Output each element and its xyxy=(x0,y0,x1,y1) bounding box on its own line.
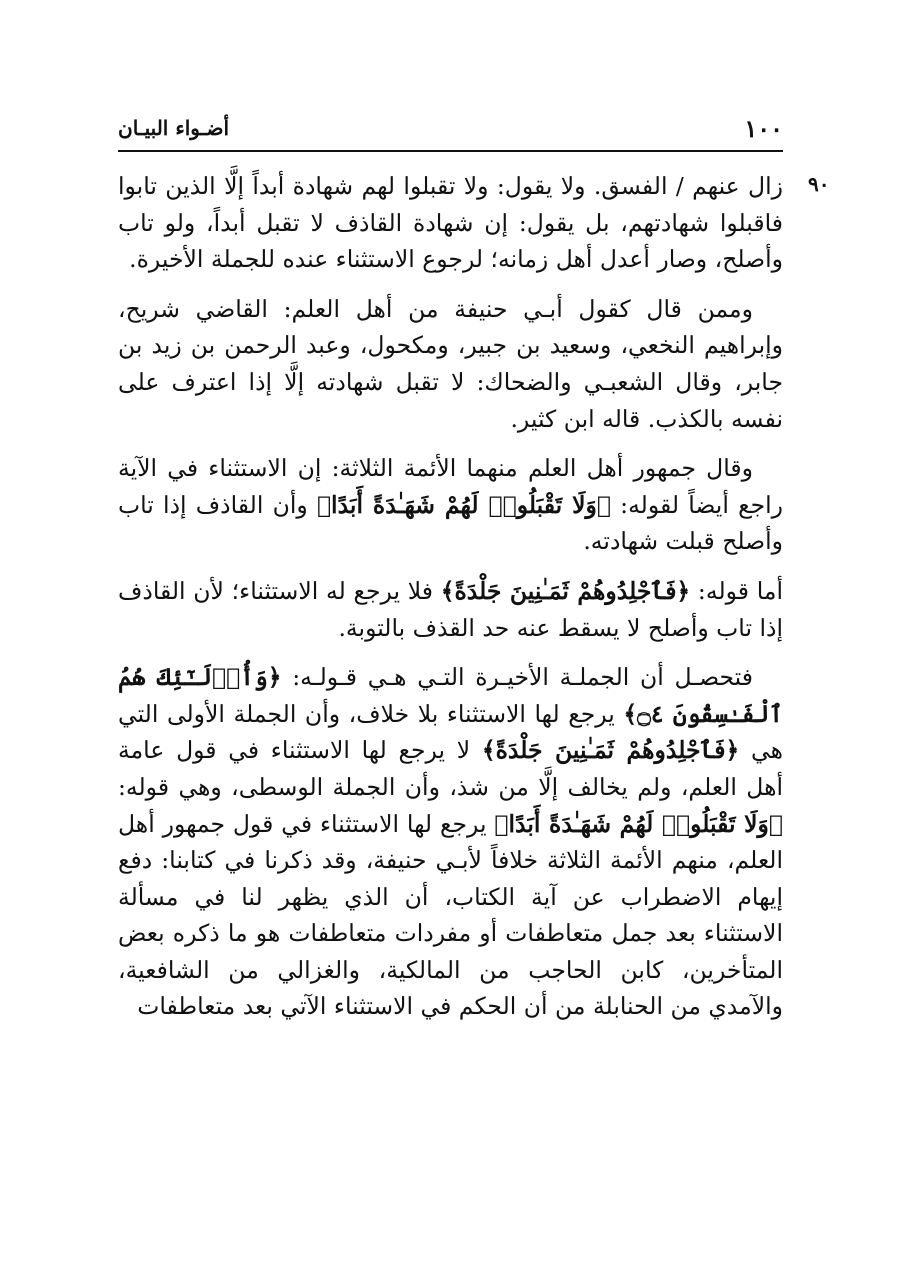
quran-quote: ﴿وَأُو۟لَـٰٓئِكَ هُمُ ٱلْفَـٰسِقُونَ ۝٤﴾ xyxy=(118,663,783,728)
paragraph-text: أما قوله: xyxy=(690,576,783,605)
paragraph-text: فتحصـل أن الجملـة الأخيـرة التـي هـي قـولـه: xyxy=(281,663,753,692)
paragraph-2 xyxy=(118,291,783,437)
paragraph-text: وقال جمهور أهل العلم منهما الأئمة الثلاثة: إن الاستثناء في الآية راجع أيضاً لقوله: xyxy=(118,454,783,519)
paragraph-text: لا يرجع لها الاستثناء في قول عامة أهل العلم، ولم يخالف إلَّا من شذ، وأن الجملة الوسطى، وهي قوله: xyxy=(118,736,783,801)
paragraph-3 xyxy=(118,450,783,560)
quran-quote: ﴿فَٱجْلِدُوهُمْ ثَمَـٰنِينَ جَلْدَةً﴾ xyxy=(440,576,691,605)
quran-quote: ﴿وَلَا تَقْبَلُوا۟ لَهُمْ شَهَـٰدَةً أَبَدًا﴾ xyxy=(494,809,783,838)
quran-quote: ﴿وَلَا تَقْبَلُوا۟ لَهُمْ شَهَـٰدَةً أَبَدًا﴾ xyxy=(316,490,611,519)
paragraph-text: فلا يرجع له الاستثناء؛ لأن القاذف إذا تاب وأصلح لا يسقط عنه حد القذف بالتوبة. xyxy=(118,576,783,642)
paragraph-text: يرجع لها الاستثناء في قول جمهور أهل العلم، منهم الأئمة الثلاثة خلافاً لأبـي حنيفة، وقد ذكرنا في كتابنا: دفع إيهام الاضطراب عن آية الكتاب، أن الذي يظهر لنا في مسألة الاستثناء بعد جمل متعاطفات أو مفردات متعاطفات هو ما ذكره بعض المتأخرين، كابن الحاجب من المالكية، والغزالي من الشافعية، والآمدي من الحنابلة من أن الحكم في الاستثناء الآتي بعد متعاطفات xyxy=(118,809,783,1021)
body-text xyxy=(118,168,783,1038)
paragraph-text: وأن القاذف إذا تاب وأصلح قبلت شهادته. xyxy=(118,490,783,556)
running-title: أضـواء البيـان xyxy=(118,116,230,140)
paragraph-text: يرجع لها الاستثناء بلا خلاف، وأن الجملة الأولى التي هي xyxy=(118,699,783,765)
paragraph-1 xyxy=(118,168,783,278)
paragraph-5 xyxy=(118,659,783,1025)
paragraph-4 xyxy=(118,573,783,646)
header-divider xyxy=(118,150,783,152)
page-header xyxy=(118,112,783,152)
margin-page-marker: ٩٠ xyxy=(808,172,830,196)
quran-quote: ﴿فَٱجْلِدُوهُمْ ثَمَـٰنِينَ جَلْدَةً﴾ xyxy=(481,736,740,765)
paragraph-text: وممن قال كقول أبـي حنيفة من أهل العلم: القاضي شريح، وإبراهيم النخعي، وسعيد بن جبير، ومكحول، وعبد الرحمن بن زيد بن جابر، وقال الشعبـي والضحاك: لا تقبل شهادته إلَّا إذا اعترف على نفسه بالكذب. قاله ابن كثير. xyxy=(118,294,783,433)
paragraph-text: زال عنهم / الفسق. ولا يقول: ولا تقبلوا لهم شهادة أبداً إلَّا الذين تابوا فاقبلوا شهادتهم، بل يقول: إن شهادة القاذف لا تقبل أبداً، ولو تاب وأصلح، وصار أعدل أهل زمانه؛ لرجوع الاستثناء عنده للجملة الأخيرة. xyxy=(118,172,783,274)
page-number: ١٠٠ xyxy=(744,114,783,143)
